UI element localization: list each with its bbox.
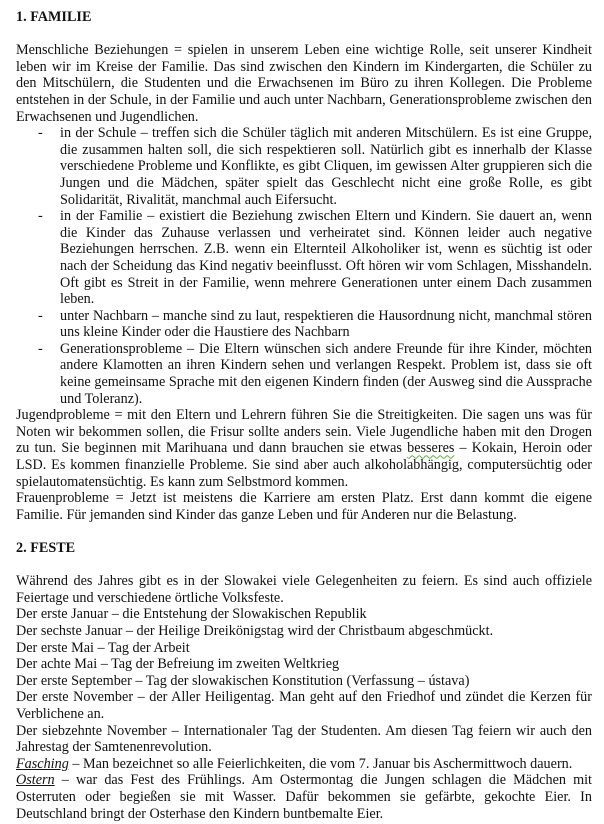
feste-intro: Während des Jahres gibt es in der Slowakei viele Gelegenheiten zu feiern. Es sind auch offiziele Feiertage und verschiedene örtliche Volksfeste. xyxy=(16,573,592,606)
spacer xyxy=(16,523,592,540)
holiday-line: Der achte Mai – Tag der Befreiung im zweiten Weltkrieg xyxy=(16,656,340,673)
section-heading-feste: 2. FESTE xyxy=(16,540,76,556)
spellcheck-flagged-word[interactable]: besseres xyxy=(407,440,455,457)
holiday-line: Der siebzehnte November – Internationaler Tag der Studenten. Am diesen Tag feiern wir auch den Jahrestag der Samtenenrevolution. xyxy=(16,722,592,756)
bullet-generationsprobleme: - Generationsprobleme – Die Eltern wünschen sich andere Freunde für ihre Kinder, möchten andere Klamotten an ihren Kindern sehen und verlangen Respekt. Problem ist, dass sie oft keine gemeinsame Sprache mit den eigenen Kindern finden (der Ausweg sind die Aussprache und Toleranz). xyxy=(16,341,592,407)
familie-bullet-list xyxy=(16,125,592,407)
spacer xyxy=(16,557,592,574)
holiday-line: Der sechste Januar – der Heilige Dreikönigstag wird der Christbaum abgeschmückt. xyxy=(16,622,494,639)
section-heading-familie: 1. FAMILIE xyxy=(16,9,92,25)
bullet-familie: - in der Familie – existiert die Beziehung zwischen Eltern und Kindern. Sie dauert an, wenn die Kinder das Zuhause verlassen und verheiratet sind. Können leider auch negative Beziehungen herrschen. Z.B. wenn ein Elternteil Alkoholiker ist, wenn es süchtig ist oder nach der Scheidung das Kind negativ beeinflusst. Oft hören wir vom Schlagen, Misshandeln. Oft gibt es Streit in der Familie, wenn mehrere Generationen unter einem Dach zusammen leben. xyxy=(16,208,592,308)
ostern-paragraph: Ostern – war das Fest des Frühlings. Am Ostermontag die Jungen schlagen die Mädchen mit Osterruten oder begießen sie mit Wasser. Dafür bekommen sie gefärbte, gekochte Eier. In Deutschland bringt der Osterhase den Kindern buntbemalte Eier. xyxy=(16,772,592,822)
holiday-line: Der erste September – Tag der slowakischen Konstitution (Verfassung – ústava) xyxy=(16,672,470,689)
ostern-term: Ostern xyxy=(16,772,55,789)
bullet-schule: - in der Schule – treffen sich die Schüler täglich mit anderen Mitschülern. Es ist eine Gruppe, die zusammen halten soll, die sich respektieren soll. Natürlich gibt es innerhalb der Klasse verschiedene Probleme und Konflikte, es gibt Cliquen, im gewissen Alter gruppieren sich die Jungen und die Mädchen, später spielt das Geschlecht nicht eine große Rolle, es gibt Solidarität, Rivalität, manchmal auch Eifersucht. xyxy=(16,125,592,208)
frauenprobleme-paragraph: Frauenprobleme = Jetzt ist meistens die Karriere am ersten Platz. Erst dann kommt die eigene Familie. Für jemanden sind Kinder das ganze Leben und für Anderen nur die Belastung. xyxy=(16,490,592,523)
bullet-nachbarn: - unter Nachbarn – manche sind zu laut, respektieren die Hausordnung nicht, manchmal stören uns kleine Kinder oder die Haustiere des Nachbarn xyxy=(16,308,592,341)
jugendprobleme-paragraph: Jugendprobleme = mit den Eltern und Lehrern führen Sie die Streitigkeiten. Die sagen uns was für Noten wir bekommen sollen, die Frisur sollte anders sein. Viele Jugendliche haben mit den Drogen zu tun. Sie beginnen mit Marihuana und dann brauchen sie etwas besseres – Kokain, Heroin oder LSD. Es kommen finanzielle Probleme. Sie sind aber auch alkoholabhängig, computersüchtig oder spielautomatensüchtig. Es kann zum Selbstmord kommen. xyxy=(16,407,592,490)
holiday-line: Der erste Januar – die Entstehung der Slowakischen Republik xyxy=(16,606,367,623)
holiday-line: Der erste Mai – Tag der Arbeit xyxy=(16,639,190,656)
fasching-term: Fasching xyxy=(16,755,69,772)
familie-intro: Menschliche Beziehungen = spielen in unserem Leben eine wichtige Rolle, seit unserer Kindheit leben wir im Kreise der Familie. Das sind zwischen den Kindern im Kindergarten, die Schüler zu den Mitschülern, die Studenten und die Erwachsenen im Büro zu ihren Kollegen. Die Probleme entstehen in der Schule, in der Familie und auch unter Nachbarn, Generationsprobleme zwischen den Erwachsenen und Jugendlichen. xyxy=(16,42,592,125)
fasching-paragraph: Fasching – Man bezeichnet so alle Feierlichkeiten, die vom 7. Januar bis Aschermittwoch dauern. xyxy=(16,755,573,772)
spacer xyxy=(16,26,592,43)
holiday-line: Der erste November – der Aller Heiligentag. Man geht auf den Friedhof und zündet die Kerzen für Verblichene an. xyxy=(16,689,592,722)
